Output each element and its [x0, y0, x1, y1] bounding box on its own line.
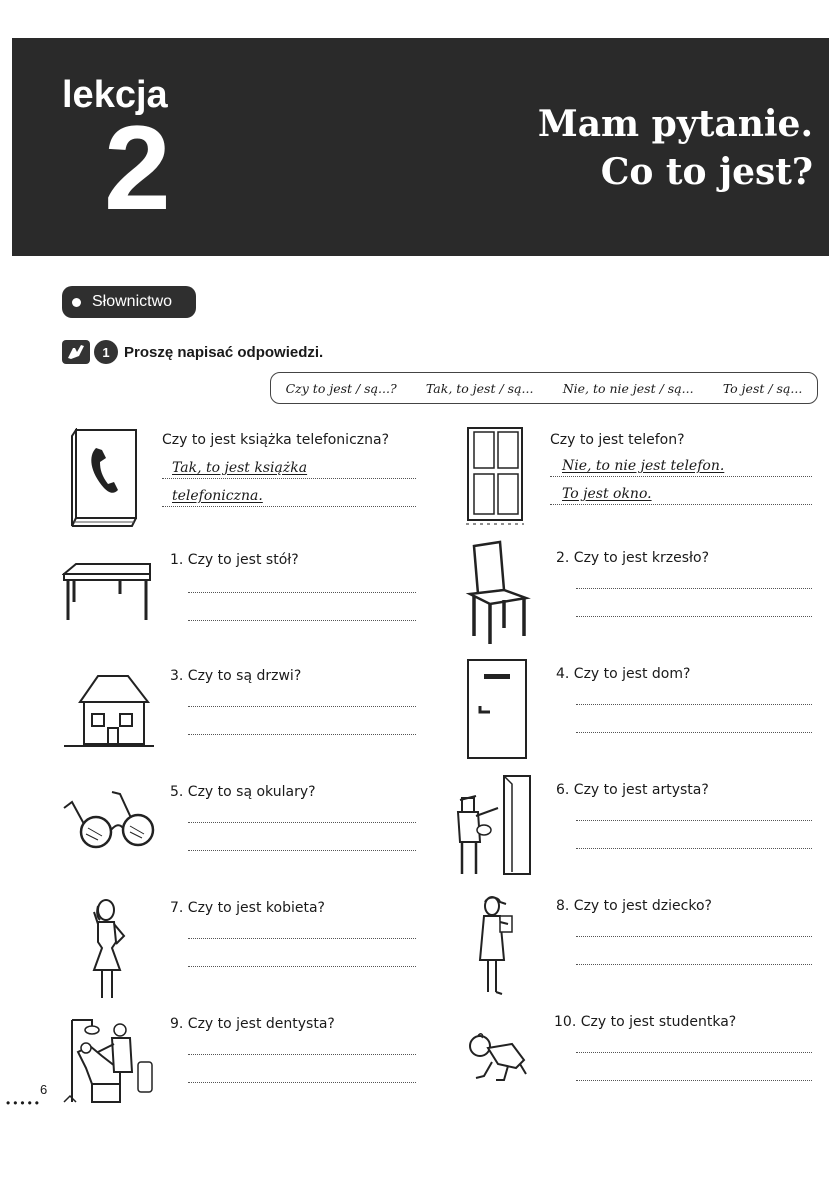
table-icon	[62, 562, 154, 628]
section-label	[62, 286, 196, 318]
question: 1. Czy to jest stół?	[170, 552, 299, 568]
answer-line[interactable]	[188, 706, 416, 707]
answer-line	[162, 506, 416, 507]
answer-line[interactable]	[188, 620, 416, 621]
house-icon	[62, 668, 158, 754]
answer-line[interactable]	[188, 966, 416, 967]
answer-line[interactable]	[188, 734, 416, 735]
instruction-text: Proszę napisać odpowiedzi.	[124, 343, 324, 361]
lesson-title	[538, 100, 813, 196]
window-icon	[464, 424, 528, 534]
question: 10. Czy to jest studentka?	[554, 1014, 737, 1030]
answer-line[interactable]	[188, 1054, 416, 1055]
phrase-box	[270, 372, 818, 404]
exercise-number: 1	[94, 340, 118, 364]
answer-line[interactable]	[576, 848, 812, 849]
lesson-title-line1: Mam pytanie.	[537, 103, 813, 145]
bullet-icon	[72, 298, 81, 307]
answer-line[interactable]	[576, 704, 812, 705]
phrase: Tak, to jest / są...	[425, 380, 534, 396]
answer-line	[550, 476, 812, 477]
dentist-icon	[62, 1012, 160, 1110]
woman-icon	[86, 898, 132, 1006]
answer-line[interactable]	[576, 1052, 812, 1053]
artist-icon	[454, 772, 534, 882]
lesson-title-line2: Co to jest?	[600, 151, 813, 193]
exercise-instruction	[62, 340, 323, 364]
lesson-label: lekcja	[62, 74, 168, 116]
lesson-banner	[12, 38, 829, 256]
writing-hand-icon	[62, 340, 90, 364]
phrase: Nie, to nie jest / są...	[562, 380, 694, 396]
answer-line[interactable]	[188, 850, 416, 851]
answer-line[interactable]	[576, 1080, 812, 1081]
door-icon	[466, 658, 528, 766]
answer-line[interactable]	[576, 616, 812, 617]
page-number: 6	[40, 1082, 48, 1097]
phrase: To jest / są...	[722, 380, 803, 396]
question: 4. Czy to jest dom?	[556, 666, 691, 682]
question: 6. Czy to jest artysta?	[556, 782, 709, 798]
student-icon	[470, 894, 526, 1002]
lesson-number: 2	[104, 101, 171, 235]
example-answer: Tak, to jest książka	[172, 460, 308, 476]
answer-line[interactable]	[576, 964, 812, 965]
example-answer: Nie, to nie jest telefon.	[562, 458, 725, 474]
answer-line[interactable]	[188, 822, 416, 823]
glasses-icon	[62, 790, 158, 854]
phrase: Czy to jest / są...?	[285, 380, 397, 396]
answer-line	[550, 504, 812, 505]
baby-icon	[464, 1030, 530, 1090]
answer-line[interactable]	[188, 1082, 416, 1083]
answer-line[interactable]	[576, 820, 812, 821]
answer-line[interactable]	[188, 592, 416, 593]
example-question: Czy to jest książka telefoniczna?	[162, 432, 390, 448]
answer-line[interactable]	[576, 588, 812, 589]
example-answer: To jest okno.	[562, 486, 652, 502]
question: 8. Czy to jest dziecko?	[556, 898, 712, 914]
question: 7. Czy to jest kobieta?	[170, 900, 325, 916]
answer-line[interactable]	[576, 732, 812, 733]
question: 3. Czy to są drzwi?	[170, 668, 302, 684]
question: 2. Czy to jest krzesło?	[556, 550, 710, 566]
question: 9. Czy to jest dentysta?	[170, 1016, 335, 1032]
answer-line[interactable]	[576, 936, 812, 937]
answer-line[interactable]	[188, 938, 416, 939]
page-dots: •••••	[6, 1096, 43, 1110]
chair-icon	[460, 540, 532, 650]
answer-line	[162, 478, 416, 479]
phone-book-icon	[70, 428, 140, 536]
example-question: Czy to jest telefon?	[550, 432, 685, 448]
example-answer: telefoniczna.	[172, 488, 263, 504]
section-label-text: Słownictwo	[92, 293, 173, 310]
question: 5. Czy to są okulary?	[170, 784, 316, 800]
